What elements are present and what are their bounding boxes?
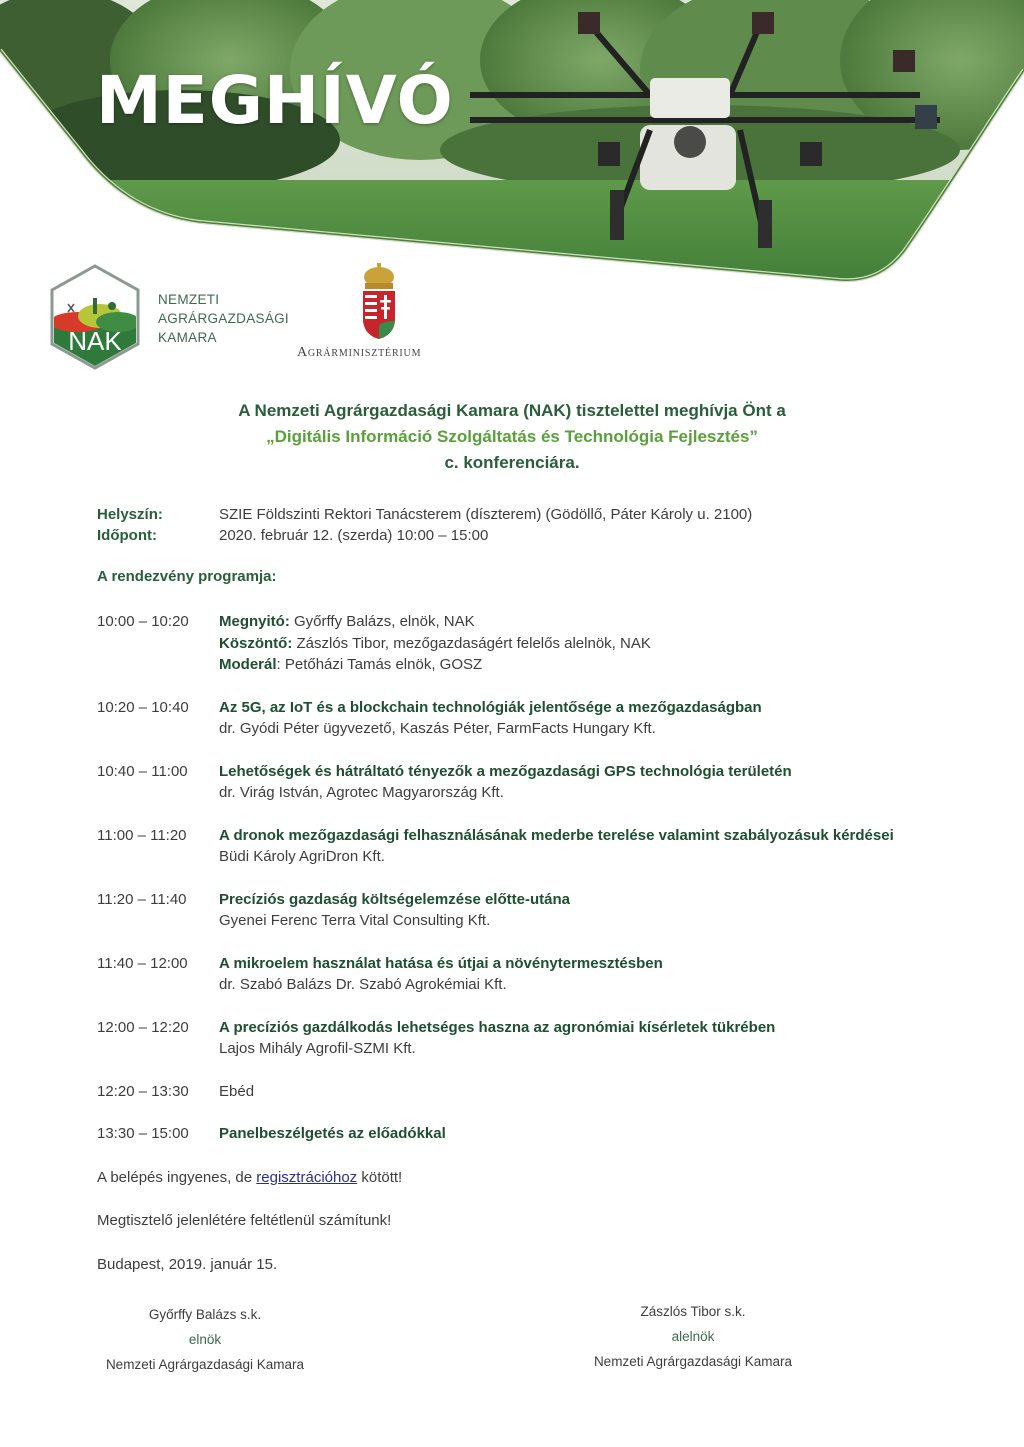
program-body: [219, 611, 651, 676]
program-line: [219, 611, 651, 633]
role-keyword: Köszöntő:: [219, 634, 293, 652]
program-time: 13:30 – 15:00: [97, 1125, 189, 1142]
program-item: [97, 889, 937, 932]
talk-speaker: Gyenei Ferenc Terra Vital Consulting Kft.: [219, 912, 491, 929]
place-date: Budapest, 2019. január 15.: [97, 1256, 278, 1273]
program-time: 11:40 – 12:00: [97, 954, 188, 972]
nak-name-line: AGRÁRGAZDASÁGI: [158, 311, 289, 326]
nak-name-line: KAMARA: [158, 330, 217, 345]
closing-note: Megtisztelő jelenlétére feltétlenül számítunk!: [97, 1212, 392, 1229]
role-person: : Petőházi Tamás elnök, GOSZ: [276, 656, 483, 673]
program-item-panel: [97, 1123, 937, 1145]
location-label: Helyszín:: [97, 506, 163, 523]
invitation-intro: [0, 398, 1024, 476]
page-title: MEGHÍVÓ: [96, 62, 454, 139]
hungarian-coat-of-arms-icon: [356, 263, 402, 341]
program-body: [219, 1017, 775, 1060]
signatory-org: Nemzeti Agrárgazdasági Kamara: [105, 1357, 305, 1372]
talk-speaker: Büdi Károly AgriDron Kft.: [219, 848, 385, 865]
signatory-name: Győrffy Balázs s.k.: [148, 1307, 262, 1322]
program-item: [97, 761, 937, 804]
signature-block-right: [578, 1299, 808, 1374]
talk-title: A dronok mezőgazdasági felhasználásának mederbe terelése valamint szabályozásuk kérdései: [219, 826, 894, 844]
signatory-org: Nemzeti Agrárgazdasági Kamara: [593, 1354, 793, 1369]
program-time: 12:20 – 13:30: [97, 1082, 189, 1100]
signatory-name: Zászlós Tibor s.k.: [640, 1304, 746, 1319]
program-body: [219, 825, 894, 868]
role-keyword: Moderál: [219, 656, 277, 673]
conference-title: „Digitális Információ Szolgáltatás és Technológia Fejlesztés”: [266, 427, 758, 446]
program-time: 11:20 – 11:40: [97, 890, 187, 908]
time-row: [97, 525, 752, 546]
location-value: SZIE Földszinti Rektori Tanácsterem (díszterem) (Gödöllő, Páter Károly u. 2100): [219, 506, 753, 523]
intro-line: c. konferenciára.: [444, 453, 580, 472]
drone-photo: [0, 0, 1024, 300]
program-item: [97, 825, 937, 868]
program-body: [219, 697, 762, 740]
program-line: [219, 633, 651, 655]
signatory-role: elnök: [188, 1332, 222, 1347]
lunch-label: Ebéd: [219, 1082, 255, 1100]
program-body: [219, 889, 570, 932]
ministry-name: Agrárminisztérium: [297, 345, 422, 360]
nak-logo: [48, 264, 142, 370]
talk-title: Lehetőségek és hátráltató tényezők a mezőgazdasági GPS technológia területén: [219, 762, 792, 780]
program-item: [97, 953, 937, 996]
time-value: 2020. február 12. (szerda) 10:00 – 15:00: [219, 527, 489, 544]
header-banner: [0, 0, 1024, 300]
event-info: [97, 504, 752, 546]
program-item: [97, 611, 937, 676]
role-person: Győrffy Balázs, elnök, NAK: [289, 613, 475, 630]
nak-name: [158, 290, 289, 347]
program-list: [97, 611, 937, 1145]
program-time: 11:00 – 11:20: [97, 826, 187, 844]
time-label: Időpont:: [97, 527, 157, 544]
program-heading: A rendezvény programja:: [97, 568, 277, 585]
talk-speaker: dr. Virág István, Agrotec Magyarország Kft.: [219, 784, 504, 801]
program-line: [219, 654, 651, 676]
nak-name-line: NEMZETI: [158, 292, 220, 307]
program-time: 10:40 – 11:00: [97, 762, 188, 780]
panel-title: Panelbeszélgetés az előadókkal: [219, 1125, 446, 1142]
signatory-role: alelnök: [671, 1329, 715, 1344]
intro-line: A Nemzeti Agrárgazdasági Kamara (NAK) tisztelettel meghívja Önt a: [238, 401, 786, 420]
talk-speaker: Lajos Mihály Agrofil-SZMI Kft.: [219, 1040, 416, 1057]
location-row: [97, 504, 752, 525]
entry-prefix: A belépés ingyenes, de: [97, 1169, 257, 1186]
role-keyword: Megnyitó:: [219, 613, 290, 630]
entry-note: [97, 1167, 402, 1188]
nak-logo-mark: NAK: [68, 326, 122, 356]
signature-block-left: [90, 1302, 320, 1377]
entry-suffix: kötött!: [357, 1169, 403, 1186]
talk-speaker: dr. Szabó Balázs Dr. Szabó Agrokémiai Kft.: [219, 976, 507, 993]
registration-link[interactable]: regisztrációhoz: [256, 1169, 358, 1186]
program-time: 12:00 – 12:20: [97, 1018, 189, 1036]
talk-title: Az 5G, az IoT és a blockchain technológiák jelentősége a mezőgazdaságban: [219, 698, 762, 716]
program-body: [219, 953, 663, 996]
role-person: Zászlós Tibor, mezőgazdaságért felelős alelnök, NAK: [292, 634, 651, 652]
talk-title: A precíziós gazdálkodás lehetséges haszna az agronómiai kísérletek tükrében: [219, 1018, 776, 1036]
talk-title: Precíziós gazdaság költségelemzése előtte-utána: [219, 890, 570, 908]
program-time: 10:20 – 10:40: [97, 698, 189, 716]
program-item-lunch: [97, 1081, 937, 1103]
talk-speaker: dr. Gyódi Péter ügyvezető, Kaszás Péter, FarmFacts Hungary Kft.: [219, 720, 656, 737]
program-body: [219, 761, 792, 804]
talk-title: A mikroelem használat hatása és útjai a növénytermesztésben: [219, 954, 663, 972]
program-item: [97, 1017, 937, 1060]
program-time: 10:00 – 10:20: [97, 613, 189, 630]
program-item: [97, 697, 937, 740]
